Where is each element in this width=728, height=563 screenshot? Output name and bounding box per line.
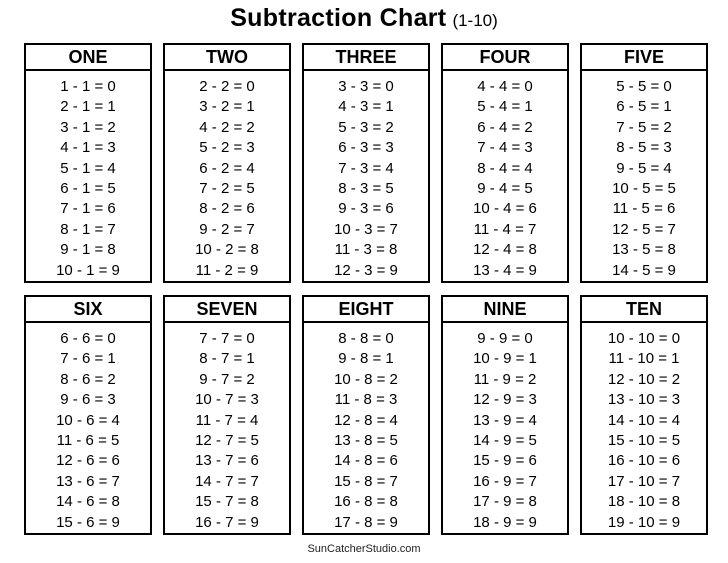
equation-list — [582, 323, 706, 533]
equation-row: 14 - 8 = 6 — [334, 452, 398, 470]
equation-list — [26, 323, 150, 533]
equation-row: 19 - 10 = 9 — [607, 513, 681, 531]
equation-row: 9 - 8 = 1 — [338, 350, 394, 368]
title-range: (1-10) — [452, 11, 498, 30]
equation-row: 4 - 2 = 2 — [199, 118, 255, 136]
table-card — [441, 43, 569, 283]
equation-row: 13 - 6 = 7 — [56, 472, 120, 490]
equation-row: 11 - 2 = 9 — [195, 261, 259, 279]
equation-row: 16 - 8 = 8 — [334, 493, 398, 511]
equation-row: 9 - 9 = 0 — [477, 330, 533, 348]
equation-row: 13 - 8 = 5 — [334, 432, 398, 450]
table-header: ONE — [26, 45, 150, 71]
table-header: SEVEN — [165, 297, 289, 323]
equation-row: 11 - 7 = 4 — [195, 411, 259, 429]
equation-row: 14 - 5 = 9 — [612, 261, 676, 279]
equation-row: 8 - 7 = 1 — [199, 350, 255, 368]
table-header: FOUR — [443, 45, 567, 71]
equation-list — [165, 323, 289, 533]
equation-row: 17 - 9 = 8 — [473, 493, 537, 511]
equation-row: 6 - 5 = 1 — [616, 98, 672, 116]
equation-row: 14 - 10 = 4 — [607, 411, 681, 429]
equation-row: 7 - 5 = 2 — [616, 118, 672, 136]
equation-row: 6 - 4 = 2 — [477, 118, 533, 136]
table-header: TWO — [165, 45, 289, 71]
equation-row: 1 - 1 = 0 — [60, 78, 116, 96]
table-card — [302, 43, 430, 283]
equation-row: 6 - 2 = 4 — [199, 159, 255, 177]
equation-row: 14 - 9 = 5 — [473, 432, 537, 450]
equation-row: 11 - 9 = 2 — [473, 370, 537, 388]
equation-row: 4 - 4 = 0 — [477, 78, 533, 96]
equation-list — [165, 71, 289, 281]
equation-row: 11 - 5 = 6 — [612, 200, 676, 218]
chart-grid — [24, 43, 708, 535]
equation-row: 8 - 4 = 4 — [477, 159, 533, 177]
equation-row: 10 - 6 = 4 — [56, 411, 120, 429]
page-title — [0, 4, 728, 33]
equation-row: 9 - 4 = 5 — [477, 180, 533, 198]
equation-row: 3 - 1 = 2 — [60, 118, 116, 136]
equation-row: 12 - 9 = 3 — [473, 391, 537, 409]
equation-row: 18 - 9 = 9 — [473, 513, 537, 531]
table-header: NINE — [443, 297, 567, 323]
table-header: EIGHT — [304, 297, 428, 323]
equation-row: 10 - 9 = 1 — [473, 350, 537, 368]
equation-row: 16 - 10 = 6 — [607, 452, 681, 470]
equation-list — [304, 323, 428, 533]
table-card — [163, 295, 291, 535]
equation-row: 9 - 6 = 3 — [60, 391, 116, 409]
site-credit: SunCatcherStudio.com — [307, 543, 421, 555]
equation-row: 8 - 3 = 5 — [338, 180, 394, 198]
equation-row: 8 - 8 = 0 — [338, 330, 394, 348]
equation-row: 13 - 9 = 4 — [473, 411, 537, 429]
equation-row: 7 - 3 = 4 — [338, 159, 394, 177]
equation-row: 11 - 3 = 8 — [334, 241, 398, 259]
equation-row: 7 - 7 = 0 — [199, 330, 255, 348]
equation-row: 10 - 2 = 8 — [195, 241, 259, 259]
equation-row: 3 - 3 = 0 — [338, 78, 394, 96]
equation-row: 8 - 6 = 2 — [60, 370, 116, 388]
equation-row: 6 - 3 = 3 — [338, 139, 394, 157]
equation-row: 10 - 1 = 9 — [56, 261, 120, 279]
equation-row: 5 - 3 = 2 — [338, 118, 394, 136]
equation-row: 10 - 10 = 0 — [607, 330, 681, 348]
equation-row: 13 - 7 = 6 — [195, 452, 259, 470]
equation-row: 9 - 2 = 7 — [199, 220, 255, 238]
equation-row: 15 - 9 = 6 — [473, 452, 537, 470]
equation-row: 15 - 6 = 9 — [56, 513, 120, 531]
equation-list — [26, 71, 150, 281]
equation-row: 12 - 3 = 9 — [334, 261, 398, 279]
equation-row: 13 - 5 = 8 — [612, 241, 676, 259]
equation-row: 7 - 4 = 3 — [477, 139, 533, 157]
equation-row: 18 - 10 = 8 — [607, 493, 681, 511]
equation-row: 6 - 6 = 0 — [60, 330, 116, 348]
equation-list — [582, 71, 706, 281]
equation-row: 13 - 10 = 3 — [607, 391, 681, 409]
equation-row: 10 - 7 = 3 — [195, 391, 259, 409]
table-card — [580, 43, 708, 283]
equation-row: 10 - 4 = 6 — [473, 200, 537, 218]
equation-row: 5 - 2 = 3 — [199, 139, 255, 157]
equation-row: 12 - 6 = 6 — [56, 452, 120, 470]
equation-list — [443, 323, 567, 533]
equation-row: 5 - 1 = 4 — [60, 159, 116, 177]
table-header: FIVE — [582, 45, 706, 71]
table-card — [302, 295, 430, 535]
equation-row: 5 - 4 = 1 — [477, 98, 533, 116]
table-header: TEN — [582, 297, 706, 323]
equation-row: 16 - 7 = 9 — [195, 513, 259, 531]
equation-list — [443, 71, 567, 281]
equation-row: 12 - 8 = 4 — [334, 411, 398, 429]
equation-row: 11 - 4 = 7 — [473, 220, 537, 238]
table-card — [163, 43, 291, 283]
equation-row: 7 - 2 = 5 — [199, 180, 255, 198]
table-card — [24, 43, 152, 283]
equation-row: 12 - 5 = 7 — [612, 220, 676, 238]
table-header: SIX — [26, 297, 150, 323]
equation-row: 17 - 8 = 9 — [334, 513, 398, 531]
equation-row: 4 - 1 = 3 — [60, 139, 116, 157]
equation-row: 9 - 5 = 4 — [616, 159, 672, 177]
equation-row: 8 - 5 = 3 — [616, 139, 672, 157]
equation-row: 6 - 1 = 5 — [60, 180, 116, 198]
equation-row: 2 - 2 = 0 — [199, 78, 255, 96]
equation-row: 4 - 3 = 1 — [338, 98, 394, 116]
equation-row: 7 - 6 = 1 — [60, 350, 116, 368]
equation-row: 15 - 10 = 5 — [607, 432, 681, 450]
equation-row: 17 - 10 = 7 — [607, 472, 681, 490]
equation-row: 11 - 8 = 3 — [334, 391, 398, 409]
equation-row: 11 - 6 = 5 — [56, 432, 120, 450]
equation-row: 15 - 7 = 8 — [195, 493, 259, 511]
equation-row: 8 - 1 = 7 — [60, 220, 116, 238]
equation-row: 14 - 6 = 8 — [56, 493, 120, 511]
equation-row: 16 - 9 = 7 — [473, 472, 537, 490]
title-main: Subtraction Chart — [230, 4, 447, 32]
equation-row: 12 - 7 = 5 — [195, 432, 259, 450]
equation-row: 10 - 5 = 5 — [612, 180, 676, 198]
equation-row: 14 - 7 = 7 — [195, 472, 259, 490]
equation-row: 9 - 3 = 6 — [338, 200, 394, 218]
equation-row: 5 - 5 = 0 — [616, 78, 672, 96]
table-card — [580, 295, 708, 535]
equation-list — [304, 71, 428, 281]
table-card — [441, 295, 569, 535]
equation-row: 12 - 4 = 8 — [473, 241, 537, 259]
equation-row: 9 - 1 = 8 — [60, 241, 116, 259]
equation-row: 10 - 3 = 7 — [334, 220, 398, 238]
equation-row: 10 - 8 = 2 — [334, 370, 398, 388]
equation-row: 8 - 2 = 6 — [199, 200, 255, 218]
equation-row: 12 - 10 = 2 — [607, 370, 681, 388]
equation-row: 7 - 1 = 6 — [60, 200, 116, 218]
equation-row: 15 - 8 = 7 — [334, 472, 398, 490]
equation-row: 2 - 1 = 1 — [60, 98, 116, 116]
equation-row: 3 - 2 = 1 — [199, 98, 255, 116]
equation-row: 9 - 7 = 2 — [199, 370, 255, 388]
equation-row: 11 - 10 = 1 — [608, 350, 680, 368]
table-card — [24, 295, 152, 535]
table-header: THREE — [304, 45, 428, 71]
equation-row: 13 - 4 = 9 — [473, 261, 537, 279]
